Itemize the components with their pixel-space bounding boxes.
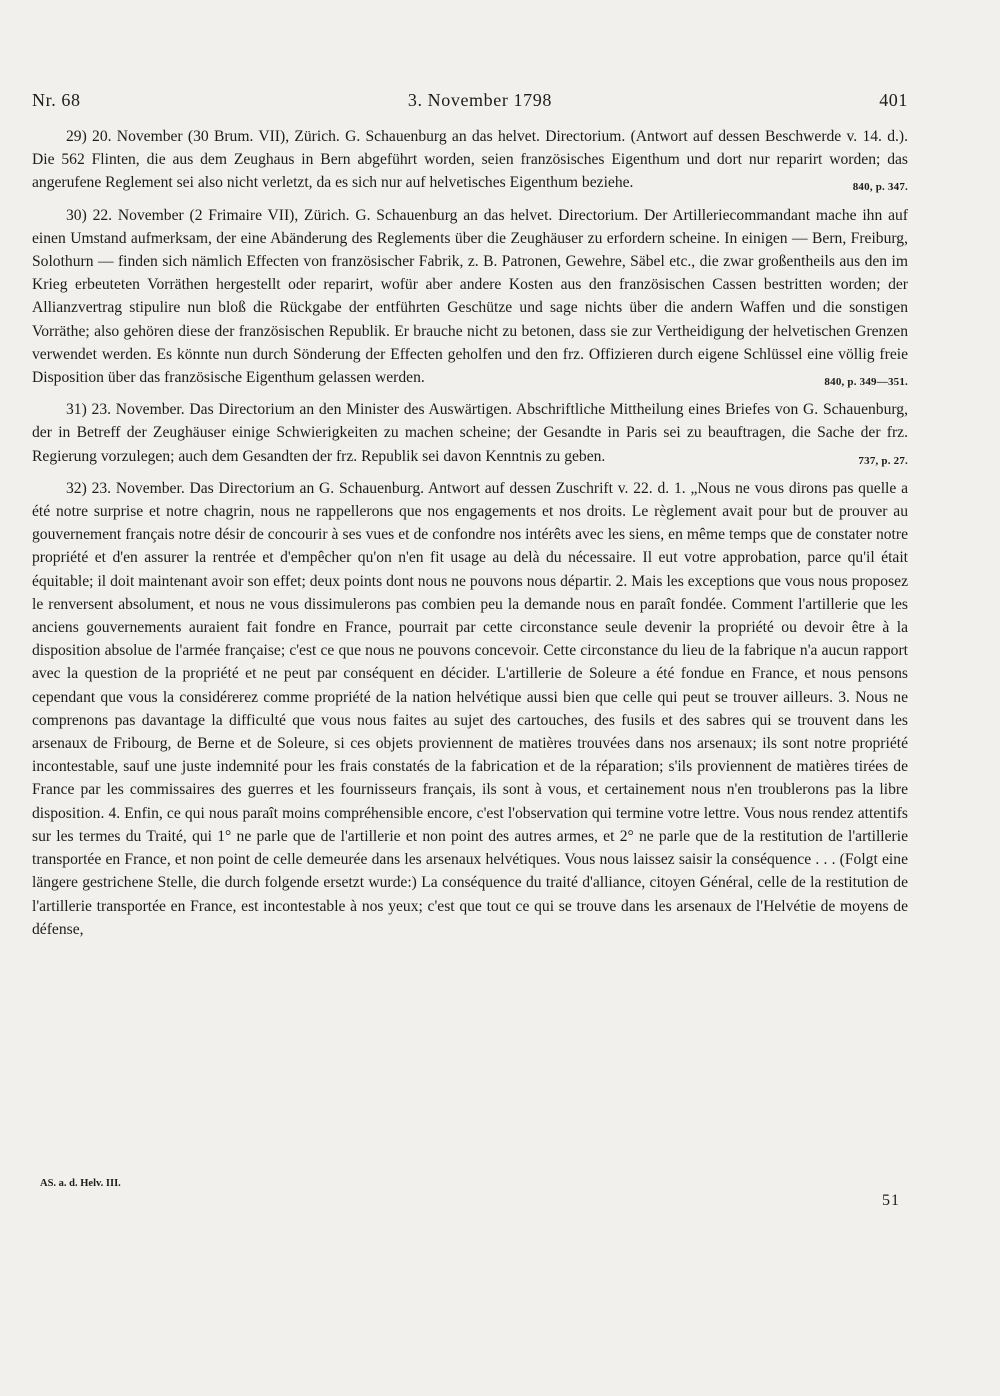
document-body — [32, 125, 908, 950]
document-number: Nr. 68 — [32, 90, 81, 110]
page-header — [32, 90, 908, 111]
entry-text: 31) 23. November. Das Directorium an den Minister des Auswärtigen. Abschriftliche Mittheilung eines Briefes von G. Schauenburg, der in Betreff der Zeughäuser einige Schwierigkeiten zu machen scheine; der Gesandte in Paris sei zu beauftragen, die Sache der frz. Regierung vorzulegen; auch dem Gesandten der frz. Republik sei davon Kenntnis zu geben. 737, p. 27. — [32, 398, 908, 468]
entry-29 — [32, 125, 908, 195]
entry-text: 29) 20. November (30 Brum. VII), Zürich. G. Schauenburg an das helvet. Directorium. (Antwort auf dessen Beschwerde v. 14. d.). Die 562 Flinten, die aus dem Zeughaus in Bern abgeführt worden, seien französisches Eigenthum und dort nur reparirt worden; das angerufene Reglement sei also nicht verletzt, da es sich nur auf helvetisches Eigenthum beziehe. 840, p. 347. — [32, 125, 908, 195]
entry-32 — [32, 477, 908, 941]
page-number: 401 — [879, 90, 908, 110]
archive-reference: 840, p. 349—351. — [824, 376, 908, 389]
page-footer — [40, 1178, 900, 1210]
entry-30 — [32, 204, 908, 390]
archive-reference: 737, p. 27. — [858, 454, 908, 467]
header-date: 3. November 1798 — [407, 90, 552, 110]
archive-reference: 840, p. 347. — [852, 181, 908, 194]
entry-31 — [32, 398, 908, 468]
sheet-number: 51 — [882, 1192, 900, 1209]
entry-text: 30) 22. November (2 Frimaire VII), Zürich. G. Schauenburg an das helvet. Directorium. Der Artilleriecommandant mache ihn auf einen Umstand aufmerksam, der eine Abänderung des Reglements über die Zeughäuser zu erfordern scheine. In einigen — Bern, Freiburg, Solothurn — finden sich nämlich Effecten von französischer Fabrik, z. B. Patronen, Gewehre, Säbel etc., die zwar großentheils aus den im Krieg erbeuteten Vorräthen hergestellt oder reparirt, wofür aber andere Kosten aus den französischen Cassen bestritten worden; der Allianzvertrag stipulire nun bloß die Rückgabe der entführten Geschütze und sage nichts über die andern Waffen und die sonstigen Vorräthe; also gehören diese der französischen Republik. Er brauche nicht zu betonen, dass sie zur Vertheidigung der helvetischen Grenzen verwendet werden. Es könnte nun durch Sönderung der Effecten geholfen und den frz. Offizieren durch eigene Schlüssel eine völlig freie Disposition über das französische Eigenthum gelassen werden. 840, p. 349—351. — [32, 204, 908, 390]
printer-signature: AS. a. d. Helv. III. — [40, 1178, 121, 1189]
entry-text: 32) 23. November. Das Directorium an G. Schauenburg. Antwort auf dessen Zuschrift v. 22. d. 1. „Nous ne vous dirons pas quelle a été notre surprise et notre chagrin, nous ne rappellerons que nos engagements et nos droits. Le règlement avait pour but de prouver au gouvernement français notre désir de concourir à ses vues et de confondre nos intérêts avec les siens, en même temps que de constater notre propriété et d'en assurer la rentrée et d'empêcher qu'on n'en fit usage au delà du nécessaire. Il eut votre approbation, parce qu'il était équitable; il doit maintenant avoir son effet; deux points dont nous ne pouvons nous départir. 2. Mais les exceptions que vous nous proposez le renversent absolument, et nous ne vous dissimulerons pas combien peu la demande nous en paraît fondée. Comment l'artillerie que les anciens gouvernements auraient fait fondre en France, pourrait par cette circonstance seule devenir la propriété ou devoir être à la disposition absolue de l'armée française; c'est ce que nous ne pouvons concevoir. Cette circonstance du lieu de la fabrique n'a aucun rapport avec la question de la propriété et ne peut par conséquent en décider. L'artillerie de Soleure a été fondue en France, et nous pensons cependant que vous la considérerez comme propriété de la nation helvétique aussi bien que celle qui peut se trouver ailleurs. 3. Nous ne comprenons pas davantage la difficulté que vous nous faites au sujet des cartouches, des fusils et des sabres qui se trouvent dans les arsenaux de Fribourg, de Berne et de Soleure, si ces objets proviennent de matières trouvées dans nos arsenaux; ils sont notre propriété incontestable, sauf une juste indemnité pour les frais constatés de la fabrication et de la réparation; s'ils proviennent de matières tirées de France par les commissaires des guerres et les fournisseurs français, ils sont à vous, et certainement nous n'en troublerons pas la libre disposition. 4. Enfin, ce qui nous paraît moins compréhensible encore, c'est l'observation qui termine votre lettre. Vous nous rendez attentifs sur les termes du Traité, qui 1° ne parle que de l'artillerie et non point des autres armes, et 2° ne parle que de la restitution de l'artillerie transportée en France, et non point de celle demeurée dans les arsenaux helvétiques. Vous nous laissez saisir la conséquence . . . (Folgt eine längere gestrichene Stelle, die durch folgende ersetzt wurde:) La conséquence du traité d'alliance, citoyen Général, celle de la restitution de l'artillerie transportée en France, est incontestable à nos yeux; c'est que tout ce qui se trouve dans les arsenaux de l'Helvétie de moyens de défense, — [32, 479, 908, 938]
